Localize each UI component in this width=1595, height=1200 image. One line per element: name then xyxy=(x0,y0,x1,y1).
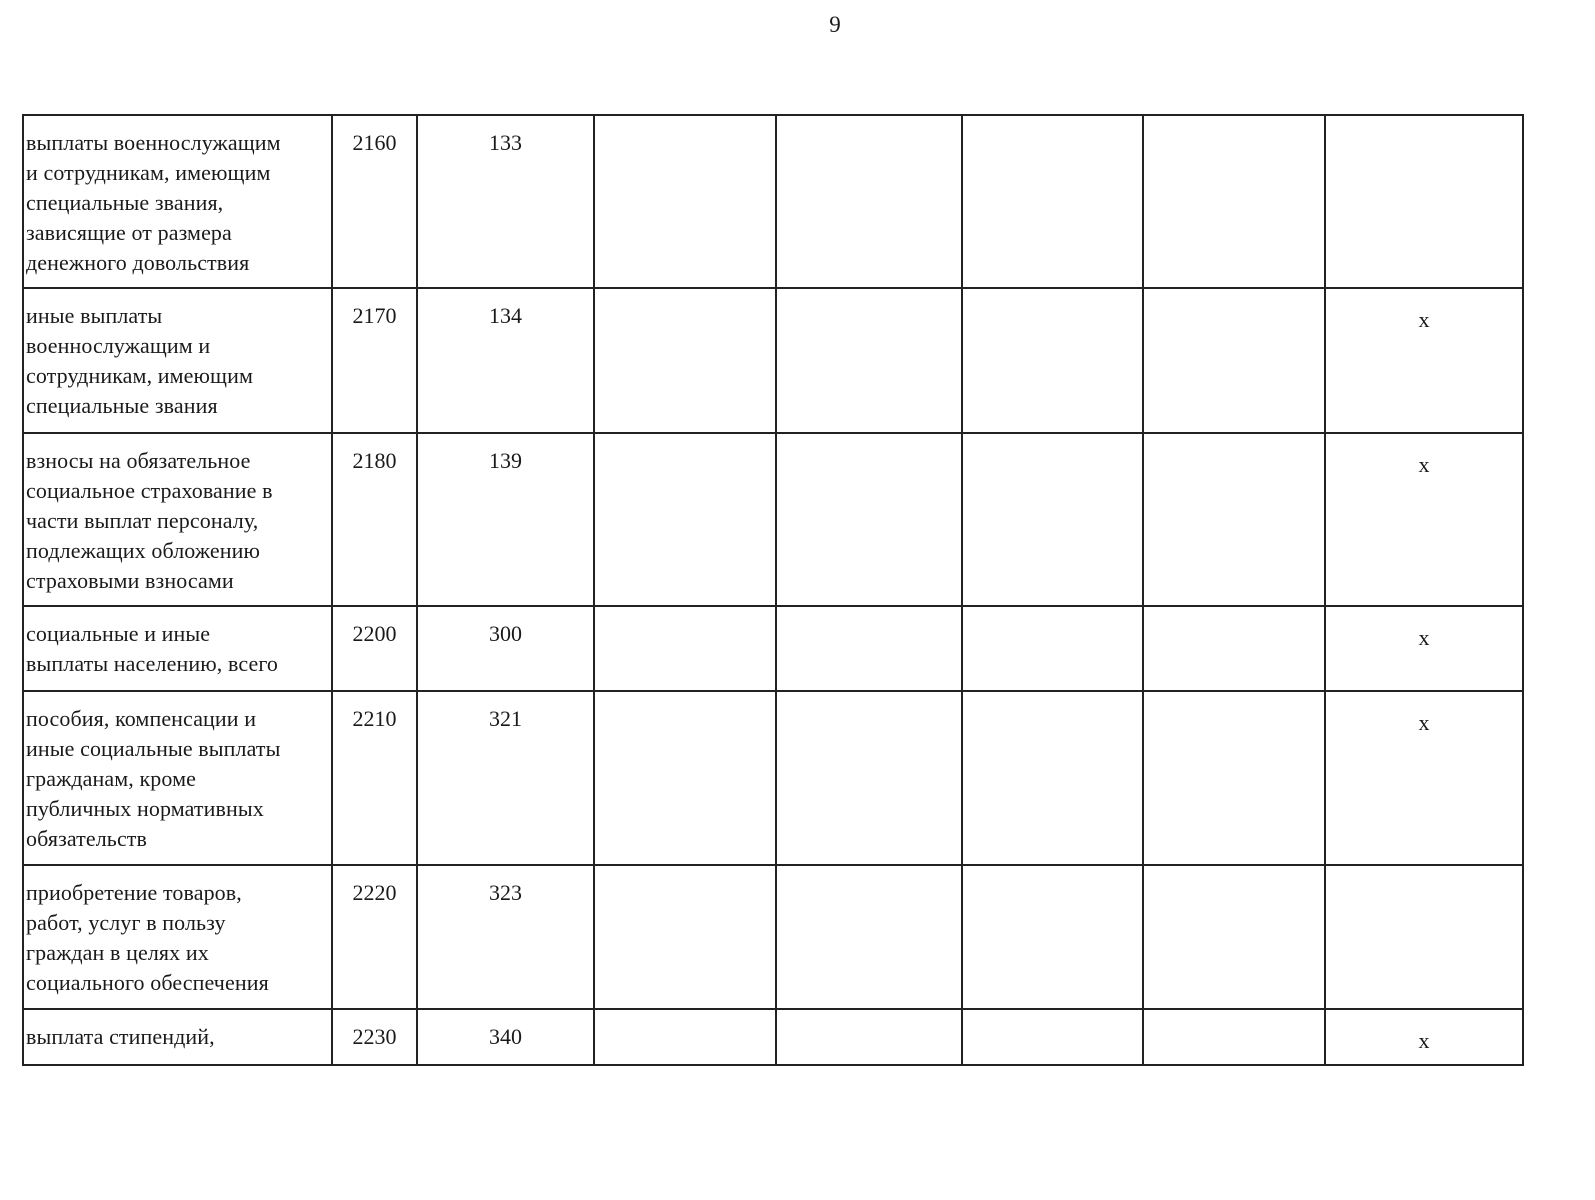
table-row xyxy=(23,115,1523,288)
mark-cell: x xyxy=(1325,606,1523,691)
row-description xyxy=(23,1009,332,1065)
kbk-code-cell: 321 xyxy=(417,691,594,865)
line-code-cell: 2170 xyxy=(332,288,417,433)
value-cell-empty xyxy=(776,115,962,288)
description-line: граждан в целях их xyxy=(26,940,209,965)
line-code-cell: 2230 xyxy=(332,1009,417,1065)
description-line: приобретение товаров, xyxy=(26,880,242,905)
kbk-code-cell: 323 xyxy=(417,865,594,1009)
value-cell-empty xyxy=(776,1009,962,1065)
kbk-code-cell: 133 xyxy=(417,115,594,288)
mark-cell: x xyxy=(1325,1009,1523,1065)
value-cell-empty xyxy=(594,115,776,288)
mark-cell: x xyxy=(1325,433,1523,606)
budget-table xyxy=(22,114,1524,1066)
value-cell-empty xyxy=(594,606,776,691)
kbk-code-cell: 340 xyxy=(417,1009,594,1065)
description-line: специальные звания, xyxy=(26,190,224,215)
description-line: социальные и иные xyxy=(26,621,211,646)
value-cell-empty xyxy=(962,433,1143,606)
row-description xyxy=(23,115,332,288)
description-line: выплаты населению, всего xyxy=(26,651,279,676)
table-row xyxy=(23,288,1523,433)
table-row xyxy=(23,606,1523,691)
description-line: военнослужащим и xyxy=(26,333,211,358)
description-line: сотрудникам, имеющим xyxy=(26,363,253,388)
line-code-cell: 2220 xyxy=(332,865,417,1009)
description-line: иные выплаты xyxy=(26,303,163,328)
description-line: части выплат персоналу, xyxy=(26,508,259,533)
mark-cell xyxy=(1325,865,1523,1009)
value-cell-empty xyxy=(962,865,1143,1009)
value-cell-empty xyxy=(594,433,776,606)
table-row xyxy=(23,433,1523,606)
table-row xyxy=(23,691,1523,865)
kbk-code-cell: 300 xyxy=(417,606,594,691)
row-description xyxy=(23,865,332,1009)
description-line: и сотрудникам, имеющим xyxy=(26,160,271,185)
value-cell-empty xyxy=(962,691,1143,865)
value-cell-empty xyxy=(594,865,776,1009)
description-line: взносы на обязательное xyxy=(26,448,251,473)
row-description xyxy=(23,691,332,865)
value-cell-empty xyxy=(962,606,1143,691)
mark-cell: x xyxy=(1325,288,1523,433)
value-cell-empty xyxy=(776,433,962,606)
line-code-cell: 2180 xyxy=(332,433,417,606)
kbk-code-cell: 139 xyxy=(417,433,594,606)
line-code-cell: 2160 xyxy=(332,115,417,288)
description-line: социальное страхование в xyxy=(26,478,273,503)
mark-cell: x xyxy=(1325,691,1523,865)
description-line: специальные звания xyxy=(26,393,218,418)
description-line: пособия, компенсации и xyxy=(26,706,257,731)
value-cell-empty xyxy=(776,606,962,691)
value-cell-empty xyxy=(594,1009,776,1065)
value-cell-empty xyxy=(776,691,962,865)
line-code-cell: 2210 xyxy=(332,691,417,865)
value-cell-empty xyxy=(1143,115,1325,288)
value-cell-empty xyxy=(1143,1009,1325,1065)
value-cell-empty xyxy=(962,1009,1143,1065)
value-cell-empty xyxy=(1143,433,1325,606)
description-line: обязательств xyxy=(26,826,148,851)
value-cell-empty xyxy=(962,115,1143,288)
kbk-code-cell: 134 xyxy=(417,288,594,433)
description-line: публичных нормативных xyxy=(26,796,264,821)
description-line: работ, услуг в пользу xyxy=(26,910,226,935)
table-row xyxy=(23,1009,1523,1065)
row-description xyxy=(23,288,332,433)
value-cell-empty xyxy=(594,288,776,433)
row-description xyxy=(23,606,332,691)
description-line: выплата стипендий, xyxy=(26,1024,215,1049)
value-cell-empty xyxy=(1143,865,1325,1009)
line-code-cell: 2200 xyxy=(332,606,417,691)
row-description xyxy=(23,433,332,606)
value-cell-empty xyxy=(1143,288,1325,433)
value-cell-empty xyxy=(1143,606,1325,691)
description-line: иные социальные выплаты xyxy=(26,736,281,761)
mark-cell xyxy=(1325,115,1523,288)
value-cell-empty xyxy=(594,691,776,865)
description-line: страховыми взносами xyxy=(26,568,234,593)
value-cell-empty xyxy=(776,288,962,433)
table-row xyxy=(23,865,1523,1009)
description-line: выплаты военнослужащим xyxy=(26,130,281,155)
value-cell-empty xyxy=(962,288,1143,433)
description-line: гражданам, кроме xyxy=(26,766,196,791)
description-line: зависящие от размера xyxy=(26,220,232,245)
description-line: социального обеспечения xyxy=(26,970,269,995)
page-number: 9 xyxy=(829,12,841,37)
description-line: денежного довольствия xyxy=(26,250,250,275)
value-cell-empty xyxy=(776,865,962,1009)
description-line: подлежащих обложению xyxy=(26,538,260,563)
value-cell-empty xyxy=(1143,691,1325,865)
